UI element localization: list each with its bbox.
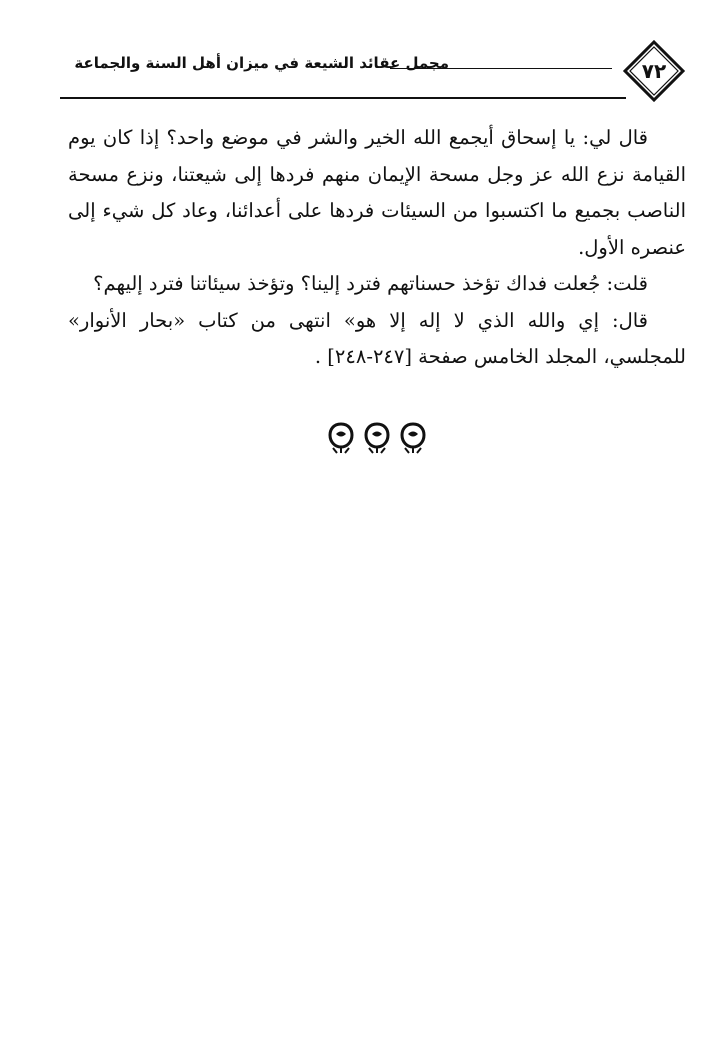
wreath-ornament-icon (327, 420, 355, 454)
section-end-ornament (327, 420, 427, 456)
wreath-ornament-icon (399, 420, 427, 454)
page-number-badge (623, 40, 685, 102)
title-divider (390, 68, 612, 69)
wreath-ornament-icon (363, 420, 391, 454)
header-rule (60, 97, 626, 99)
paragraph: قال: إي والله الذي لا إله إلا هو» انتهى من كتاب «بحار الأنوار» للمجلسي، المجلد الخامس صفحة [٢٤٧-٢٤٨] . (68, 308, 686, 368)
paragraph: قال لي: يا إسحاق أيجمع الله الخير والشر في موضع واحد؟ إذا كان يوم القيامة نزع الله عز وجل مسحة الإيمان منهم فردها إلى شيعتنا، ونزع مسحة الناصب بجميع ما اكتسبوا من السيئات فردها على أعدائنا، وعاد كل شيء إلى عنصره الأول. (68, 126, 686, 259)
page-number: ٧٢ (641, 59, 667, 83)
page-header (60, 40, 685, 104)
paragraph: قلت: جُعلت فداك تؤخذ حسناتهم فترد إلينا؟ وتؤخذ سيئاتنا فترد إليهم؟ (93, 272, 648, 295)
running-title: مجمل عقائد الشيعة في ميزان أهل السنة والجماعة (74, 54, 449, 72)
body-text (68, 120, 686, 376)
